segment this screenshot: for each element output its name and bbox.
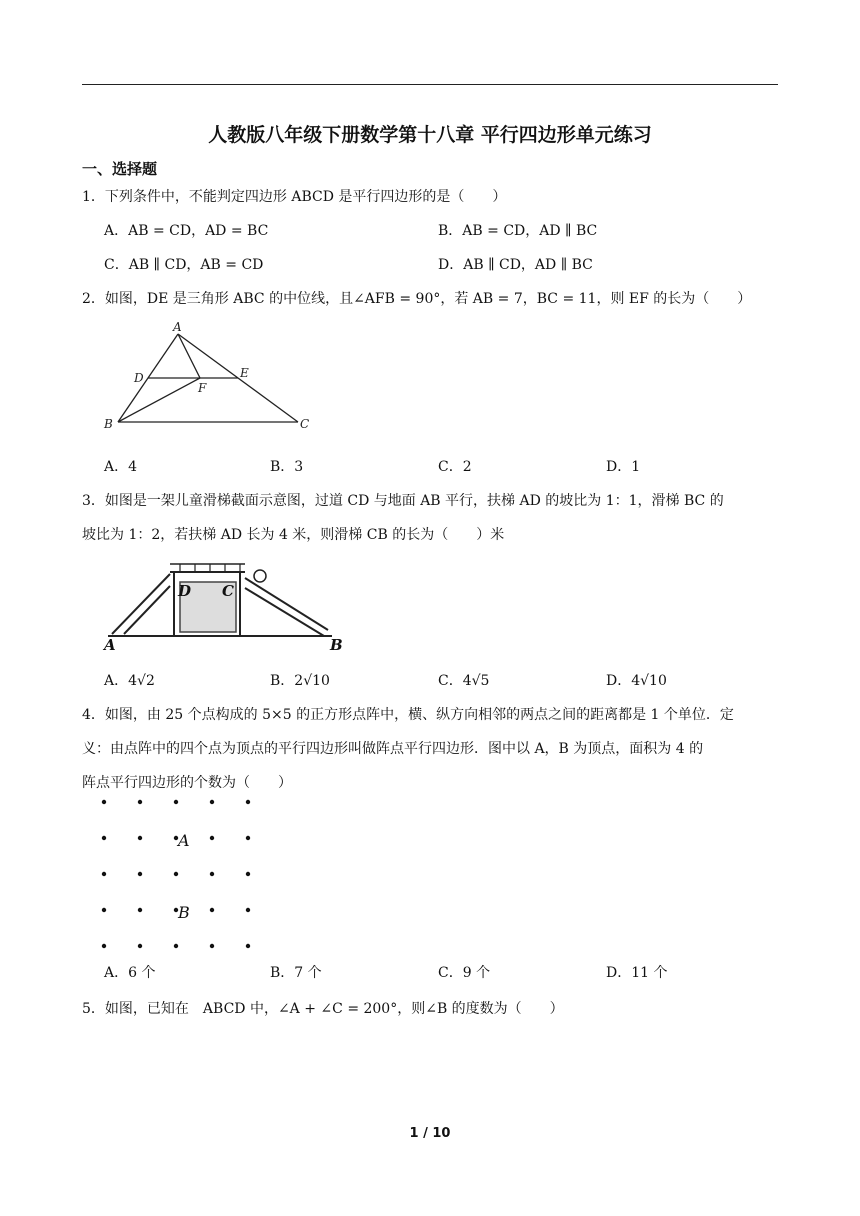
- q3-option-b: B．2√10: [270, 673, 330, 689]
- question-3-stem-line-1: 3．如图是一架儿童滑梯截面示意图，过道 CD 与地面 AB 平行，扶梯 AD 的坡比为 1：1，滑梯 BC 的: [82, 493, 724, 509]
- label-e: E: [240, 366, 249, 380]
- question-1-stem: 1．下列条件中，不能判定四边形 ABCD 是平行四边形的是（ ）: [82, 189, 507, 205]
- q3-option-d: D．4√10: [606, 673, 667, 689]
- q2-option-c: C．2: [438, 459, 472, 475]
- lattice-dot: [246, 800, 250, 804]
- question-4-stem-line-3: 阵点平行四边形的个数为（ ）: [82, 775, 292, 791]
- q2-option-b: B．3: [270, 459, 304, 475]
- label-b: B: [104, 417, 113, 431]
- lattice-dot: [138, 800, 142, 804]
- ladder-ad: [112, 574, 170, 634]
- label-b: B: [178, 903, 190, 922]
- segment-bf: [118, 378, 200, 422]
- lattice-dot: [138, 944, 142, 948]
- question-4-stem-line-2: 义：由点阵中的四个点为顶点的平行四边形叫做阵点平行四边形．图中以 A，B 为顶点，面积为 4 的: [82, 741, 704, 757]
- q1-option-a: A．AB = CD，AD = BC: [104, 223, 269, 239]
- segment-af: [178, 334, 200, 378]
- q4-option-a: A．6 个: [104, 965, 156, 981]
- lattice-dot: [138, 908, 142, 912]
- lattice-dot: [246, 908, 250, 912]
- lattice-dot: [246, 872, 250, 876]
- lattice-dot: [210, 944, 214, 948]
- lattice-dot: [210, 908, 214, 912]
- q1-option-c: C．AB ∥ CD，AB = CD: [104, 257, 264, 273]
- lattice-dot: [138, 836, 142, 840]
- triangle-figure: [100, 318, 320, 436]
- question-3-stem-line-2: 坡比为 1：2，若扶梯 AD 长为 4 米，则滑梯 CB 的长为（ ）米: [82, 527, 505, 543]
- lattice-dots: [102, 800, 250, 948]
- label-a: A: [104, 636, 116, 654]
- lattice-dot: [102, 872, 106, 876]
- q3-option-a: A．4√2: [104, 673, 155, 689]
- q2-option-d: D．1: [606, 459, 641, 475]
- label-c: C: [300, 417, 310, 431]
- dot-lattice-figure: [96, 792, 266, 958]
- lattice-dot: [246, 836, 250, 840]
- slide-cb: [245, 578, 328, 630]
- q4-option-c: C．9 个: [438, 965, 491, 981]
- q1-option-b: B．AB = CD，AD ∥ BC: [438, 223, 598, 239]
- lattice-dot: [210, 872, 214, 876]
- lattice-dot: [138, 872, 142, 876]
- label-a: A: [178, 831, 190, 850]
- lattice-dot: [246, 944, 250, 948]
- lattice-dot: [174, 944, 178, 948]
- q4-option-d: D．11 个: [606, 965, 668, 981]
- label-d: D: [134, 371, 144, 385]
- label-c: C: [222, 582, 234, 600]
- label-b: B: [330, 636, 343, 654]
- label-f: F: [198, 381, 207, 395]
- lattice-dot: [102, 836, 106, 840]
- q1-option-d: D．AB ∥ CD，AD ∥ BC: [438, 257, 593, 273]
- header-rule: [82, 84, 778, 85]
- question-2-stem: 2．如图，DE 是三角形 ABC 的中位线，且∠AFB = 90°，若 AB = 7，BC = 11，则 EF 的长为（ ）: [82, 291, 752, 307]
- label-d: D: [178, 582, 192, 600]
- lattice-dot: [102, 944, 106, 948]
- q2-option-a: A．4: [104, 459, 138, 475]
- child-icon: [254, 570, 266, 582]
- slide-figure: [100, 558, 350, 658]
- q4-option-b: B．7 个: [270, 965, 322, 981]
- lattice-dot: [174, 872, 178, 876]
- page-title: 人教版八年级下册数学第十八章 平行四边形单元练习: [208, 124, 652, 146]
- lattice-dot: [210, 836, 214, 840]
- question-4-stem-line-1: 4．如图，由 25 个点构成的 5×5 的正方形点阵中，横、纵方向相邻的两点之间的距离都是 1 个单位．定: [82, 707, 734, 723]
- lattice-dot: [210, 800, 214, 804]
- lattice-dot: [102, 908, 106, 912]
- q3-option-c: C．4√5: [438, 673, 490, 689]
- label-a: A: [173, 320, 182, 334]
- question-5-stem: 5．如图，已知在 ABCD 中，∠A + ∠C = 200°，则∠B 的度数为（ ）: [82, 1001, 564, 1017]
- page-number: 1 / 10: [409, 1126, 451, 1141]
- section-heading: 一、选择题: [82, 160, 158, 178]
- lattice-dot: [174, 800, 178, 804]
- lattice-dot: [102, 800, 106, 804]
